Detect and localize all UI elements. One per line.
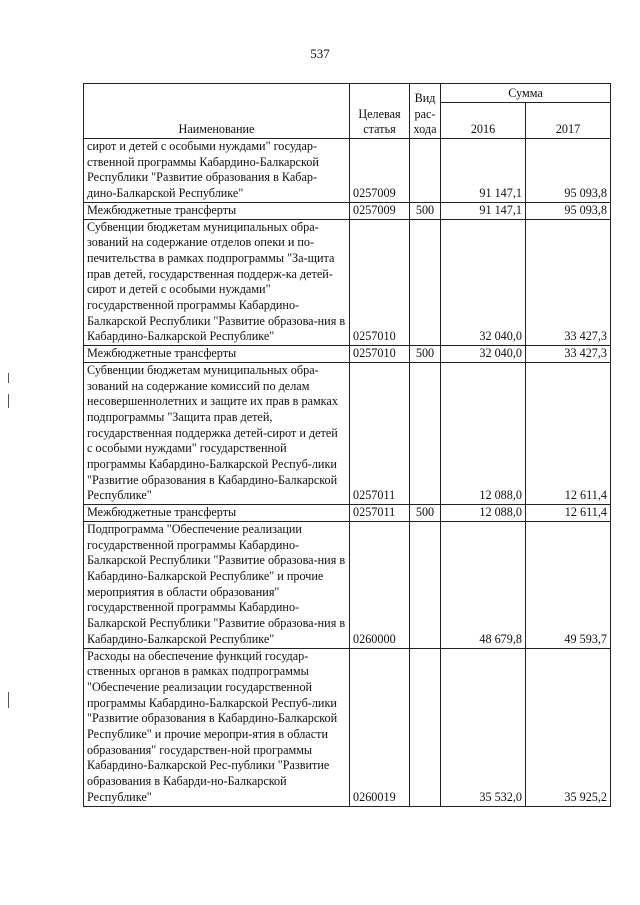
table-body	[84, 139, 611, 807]
row-target: 0257009	[350, 202, 410, 219]
row-target: 0257011	[350, 362, 410, 504]
row-sum-2016: 12 088,0	[441, 362, 526, 504]
row-name: Субвенции бюджетам муниципальных обра-зований на содержание комиссий по делам несовершеннолетних и защите их прав в рамках подпрограммы "Защита прав детей, государственная поддержка детей-сирот и детей с особыми нуждами" государственной программы Кабардино-Балкарской Респуб-лики "Развитие образования в Кабардино-Балкарской Республике"	[84, 362, 350, 504]
row-kind	[410, 521, 441, 648]
row-sum-2016: 12 088,0	[441, 505, 526, 522]
row-sum-2017: 95 093,8	[526, 139, 611, 203]
row-sum-2017: 33 427,3	[526, 219, 611, 346]
table-row	[84, 521, 611, 648]
scan-mark	[8, 394, 9, 408]
scan-mark	[8, 373, 9, 383]
row-kind	[410, 362, 441, 504]
row-sum-2017: 49 593,7	[526, 521, 611, 648]
header-sum: Сумма	[441, 84, 611, 103]
table-row	[84, 362, 611, 504]
row-sum-2017: 33 427,3	[526, 346, 611, 363]
table-row	[84, 505, 611, 522]
header-year-2017: 2017	[526, 103, 611, 139]
row-kind	[410, 219, 441, 346]
row-name: сирот и детей с особыми нуждами" государ-ственной программы Кабардино-Балкарской Республики "Развитие образования в Кабар-дино-Балкарской Республике"	[84, 139, 350, 203]
row-sum-2016: 48 679,8	[441, 521, 526, 648]
row-name: Межбюджетные трансферты	[84, 202, 350, 219]
row-target: 0257010	[350, 219, 410, 346]
table-header	[84, 84, 611, 139]
row-sum-2016: 32 040,0	[441, 219, 526, 346]
table-row	[84, 648, 611, 806]
row-target: 0257009	[350, 139, 410, 203]
row-name: Межбюджетные трансферты	[84, 346, 350, 363]
row-sum-2016: 32 040,0	[441, 346, 526, 363]
header-expense-kind: Вид рас-хода	[410, 84, 441, 139]
row-name: Расходы на обеспечение функций государ-ственных органов в рамках подпрограммы "Обеспечение реализации государственной программы Кабардино-Балкарской Респуб-лики "Развитие образования в Кабардино-Балкарской Республике" и прочие меропри-ятия в области образования" государствен-ной программы Кабардино-Балкарской Рес-публики "Развитие образования в Кабарди-но-Балкарской Республике"	[84, 648, 350, 806]
row-sum-2016: 91 147,1	[441, 202, 526, 219]
row-kind	[410, 648, 441, 806]
row-name: Межбюджетные трансферты	[84, 505, 350, 522]
row-kind: 500	[410, 505, 441, 522]
row-sum-2017: 35 925,2	[526, 648, 611, 806]
row-kind: 500	[410, 346, 441, 363]
table-row	[84, 139, 611, 203]
budget-table	[83, 83, 611, 807]
page-number: 537	[310, 46, 330, 61]
header-year-2016: 2016	[441, 103, 526, 139]
header-target-article: Целевая статья	[350, 84, 410, 139]
row-name: Субвенции бюджетам муниципальных обра-зований на содержание отделов опеки и по-печительства в рамках подпрограммы "За-щита прав детей, государственная поддерж-ка детей-сирот и детей с особыми нуждами" государственной программы Кабардино-Балкарской Республики "Развитие образова-ния в Кабардино-Балкарской Республике"	[84, 219, 350, 346]
header-name: Наименование	[84, 84, 350, 139]
table-row	[84, 202, 611, 219]
row-target: 0257010	[350, 346, 410, 363]
table-row	[84, 219, 611, 346]
row-name: Подпрограмма "Обеспечение реализации государственной программы Кабардино-Балкарской Республики "Развитие образова-ния в Кабардино-Балкарской Республике" и прочие мероприятия в области образования" государственной программы Кабардино-Балкарской Республики "Развитие образова-ния в Кабардино-Балкарской Республике"	[84, 521, 350, 648]
row-kind: 500	[410, 202, 441, 219]
row-sum-2016: 91 147,1	[441, 139, 526, 203]
table-row	[84, 346, 611, 363]
row-target: 0257011	[350, 505, 410, 522]
row-kind	[410, 139, 441, 203]
row-sum-2016: 35 532,0	[441, 648, 526, 806]
row-sum-2017: 95 093,8	[526, 202, 611, 219]
scan-mark	[8, 692, 9, 708]
row-target: 0260019	[350, 648, 410, 806]
row-sum-2017: 12 611,4	[526, 505, 611, 522]
row-sum-2017: 12 611,4	[526, 362, 611, 504]
row-target: 0260000	[350, 521, 410, 648]
